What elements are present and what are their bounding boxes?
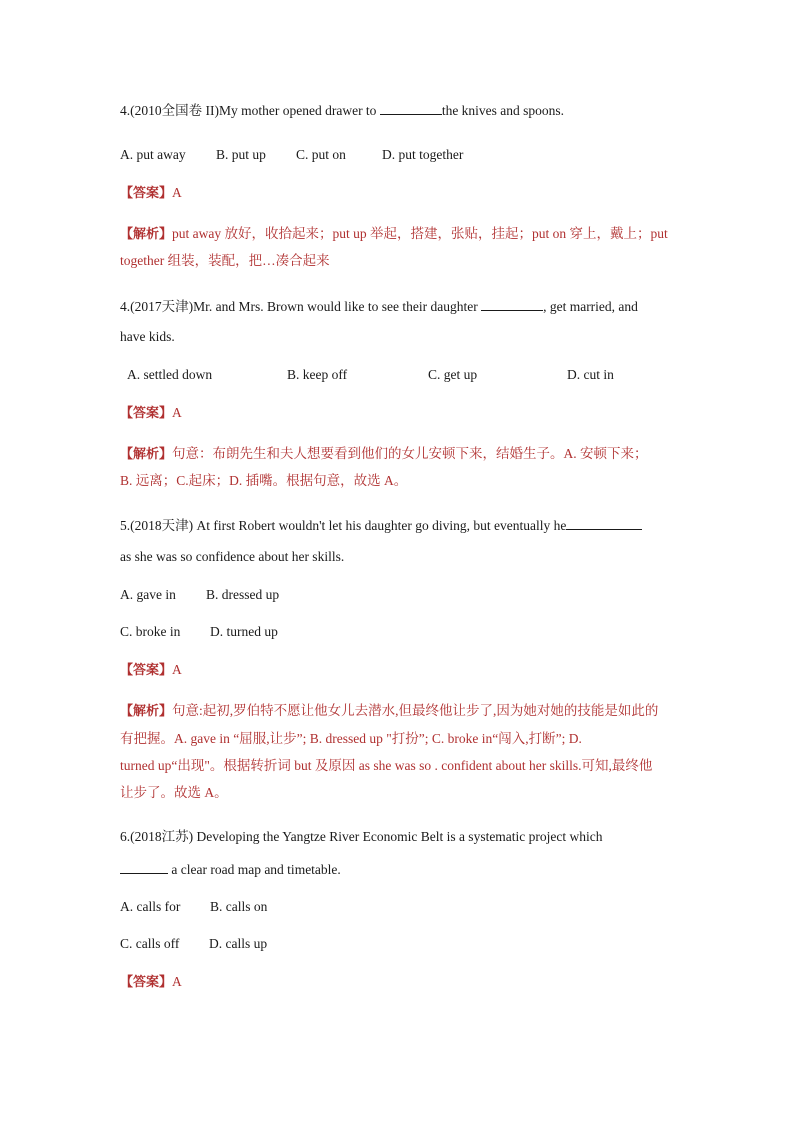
- question-3-options-row-1: [120, 586, 676, 604]
- analysis-label: 【解析】: [120, 704, 173, 719]
- option-b: B. dressed up: [206, 587, 280, 602]
- answer-value: A: [172, 662, 182, 677]
- answer-label: 【答案】: [120, 663, 173, 678]
- answer-blank: [380, 101, 442, 115]
- question-3-options-row-2: [120, 623, 676, 641]
- answer-blank: [481, 297, 543, 311]
- option-d: D. turned up: [210, 624, 278, 639]
- question-1-stem-end: the knives and spoons.: [441, 103, 565, 118]
- option-d: D. cut in: [567, 367, 614, 382]
- question-3-answer: [120, 661, 676, 680]
- question-4-stem: 6.(2018江苏) Developing the Yangtze River Economic Belt is a systematic project which: [120, 829, 603, 844]
- analysis-text: 句意:起初,罗伯特不愿让他女儿去潜水,但最终他让步了,因为她对她的技能是如此的: [172, 703, 659, 718]
- question-3-analysis-line-3: turned up“出现"。根据转折词 but 及原因 as she was so . confident about her skills.可知,最终他: [120, 758, 653, 773]
- option-a: A. put away: [120, 147, 186, 162]
- analysis-text: put away 放好，收拾起来；put up 举起，搭建，张贴，挂起；put on 穿上，戴上；put: [172, 226, 668, 241]
- option-b: B. calls on: [210, 899, 268, 914]
- analysis-label: 【解析】: [120, 447, 173, 462]
- question-2-analysis-line-1: [120, 445, 676, 464]
- question-4-stem-line-2: [120, 860, 676, 879]
- question-3-analysis-line-1: [120, 702, 676, 721]
- answer-value: A: [172, 185, 182, 200]
- option-c: C. calls off: [120, 936, 180, 951]
- option-a: A. calls for: [120, 899, 181, 914]
- question-4-answer: [120, 973, 676, 992]
- option-b: B. put up: [216, 147, 266, 162]
- question-1-options: [120, 146, 676, 164]
- question-3-analysis-line-4: 让步了。故选 A。: [120, 785, 228, 800]
- answer-label: 【答案】: [120, 186, 173, 201]
- question-2-stem-line-2: have kids.: [120, 329, 175, 344]
- question-3-stem-line-2: as she was so confidence about her skills.: [120, 549, 345, 564]
- answer-value: A: [172, 405, 182, 420]
- question-2-stem-start: 4.(2017天津)Mr. and Mrs. Brown would like to see their daughter: [120, 299, 482, 314]
- analysis-text: 句意：布朗先生和夫人想要看到他们的女儿安顿下来，结婚生子。A. 安顿下来；: [172, 446, 648, 461]
- question-1-stem-start: 4.(2010全国卷 II)My mother opened drawer to: [120, 103, 380, 118]
- question-3-analysis-line-2: 有把握。A. gave in “屈服,让步”; B. dressed up "打扮”; C. broke in“闯入,打断”; D.: [120, 731, 582, 746]
- question-4-options-row-2: [120, 935, 676, 953]
- question-1-answer: [120, 184, 676, 203]
- question-4-stem-end: a clear road map and timetable.: [168, 862, 341, 877]
- analysis-label: 【解析】: [120, 227, 173, 242]
- question-4-options-row-1: [120, 898, 676, 916]
- answer-label: 【答案】: [120, 406, 173, 421]
- question-1-stem: [120, 101, 676, 120]
- option-c: C. broke in: [120, 624, 181, 639]
- option-c: C. put on: [296, 147, 346, 162]
- question-3-stem-start: 5.(2018天津) At first Robert wouldn't let his daughter go diving, but eventually he: [120, 518, 567, 533]
- answer-blank: [566, 516, 642, 530]
- option-a: A. settled down: [127, 367, 213, 382]
- answer-value: A: [172, 974, 182, 989]
- question-2-stem: [120, 297, 676, 316]
- option-d: D. calls up: [209, 936, 268, 951]
- question-1-analysis-line-1: [120, 225, 676, 244]
- answer-blank: [120, 860, 168, 874]
- question-3-stem: [120, 516, 676, 535]
- option-a: A. gave in: [120, 587, 176, 602]
- option-d: D. put together: [382, 147, 464, 162]
- answer-label: 【答案】: [120, 975, 173, 990]
- question-1-analysis-line-2: together 组装，装配，把…凑合起来: [120, 253, 330, 268]
- question-2-options: [120, 366, 676, 384]
- question-2-answer: [120, 404, 676, 423]
- question-2-analysis-line-2: B. 远离；C.起床；D. 插嘴。根据句意，故选 A。: [120, 473, 408, 488]
- question-2-stem-end: , get married, and: [543, 299, 638, 314]
- option-b: B. keep off: [287, 367, 348, 382]
- option-c: C. get up: [428, 367, 478, 382]
